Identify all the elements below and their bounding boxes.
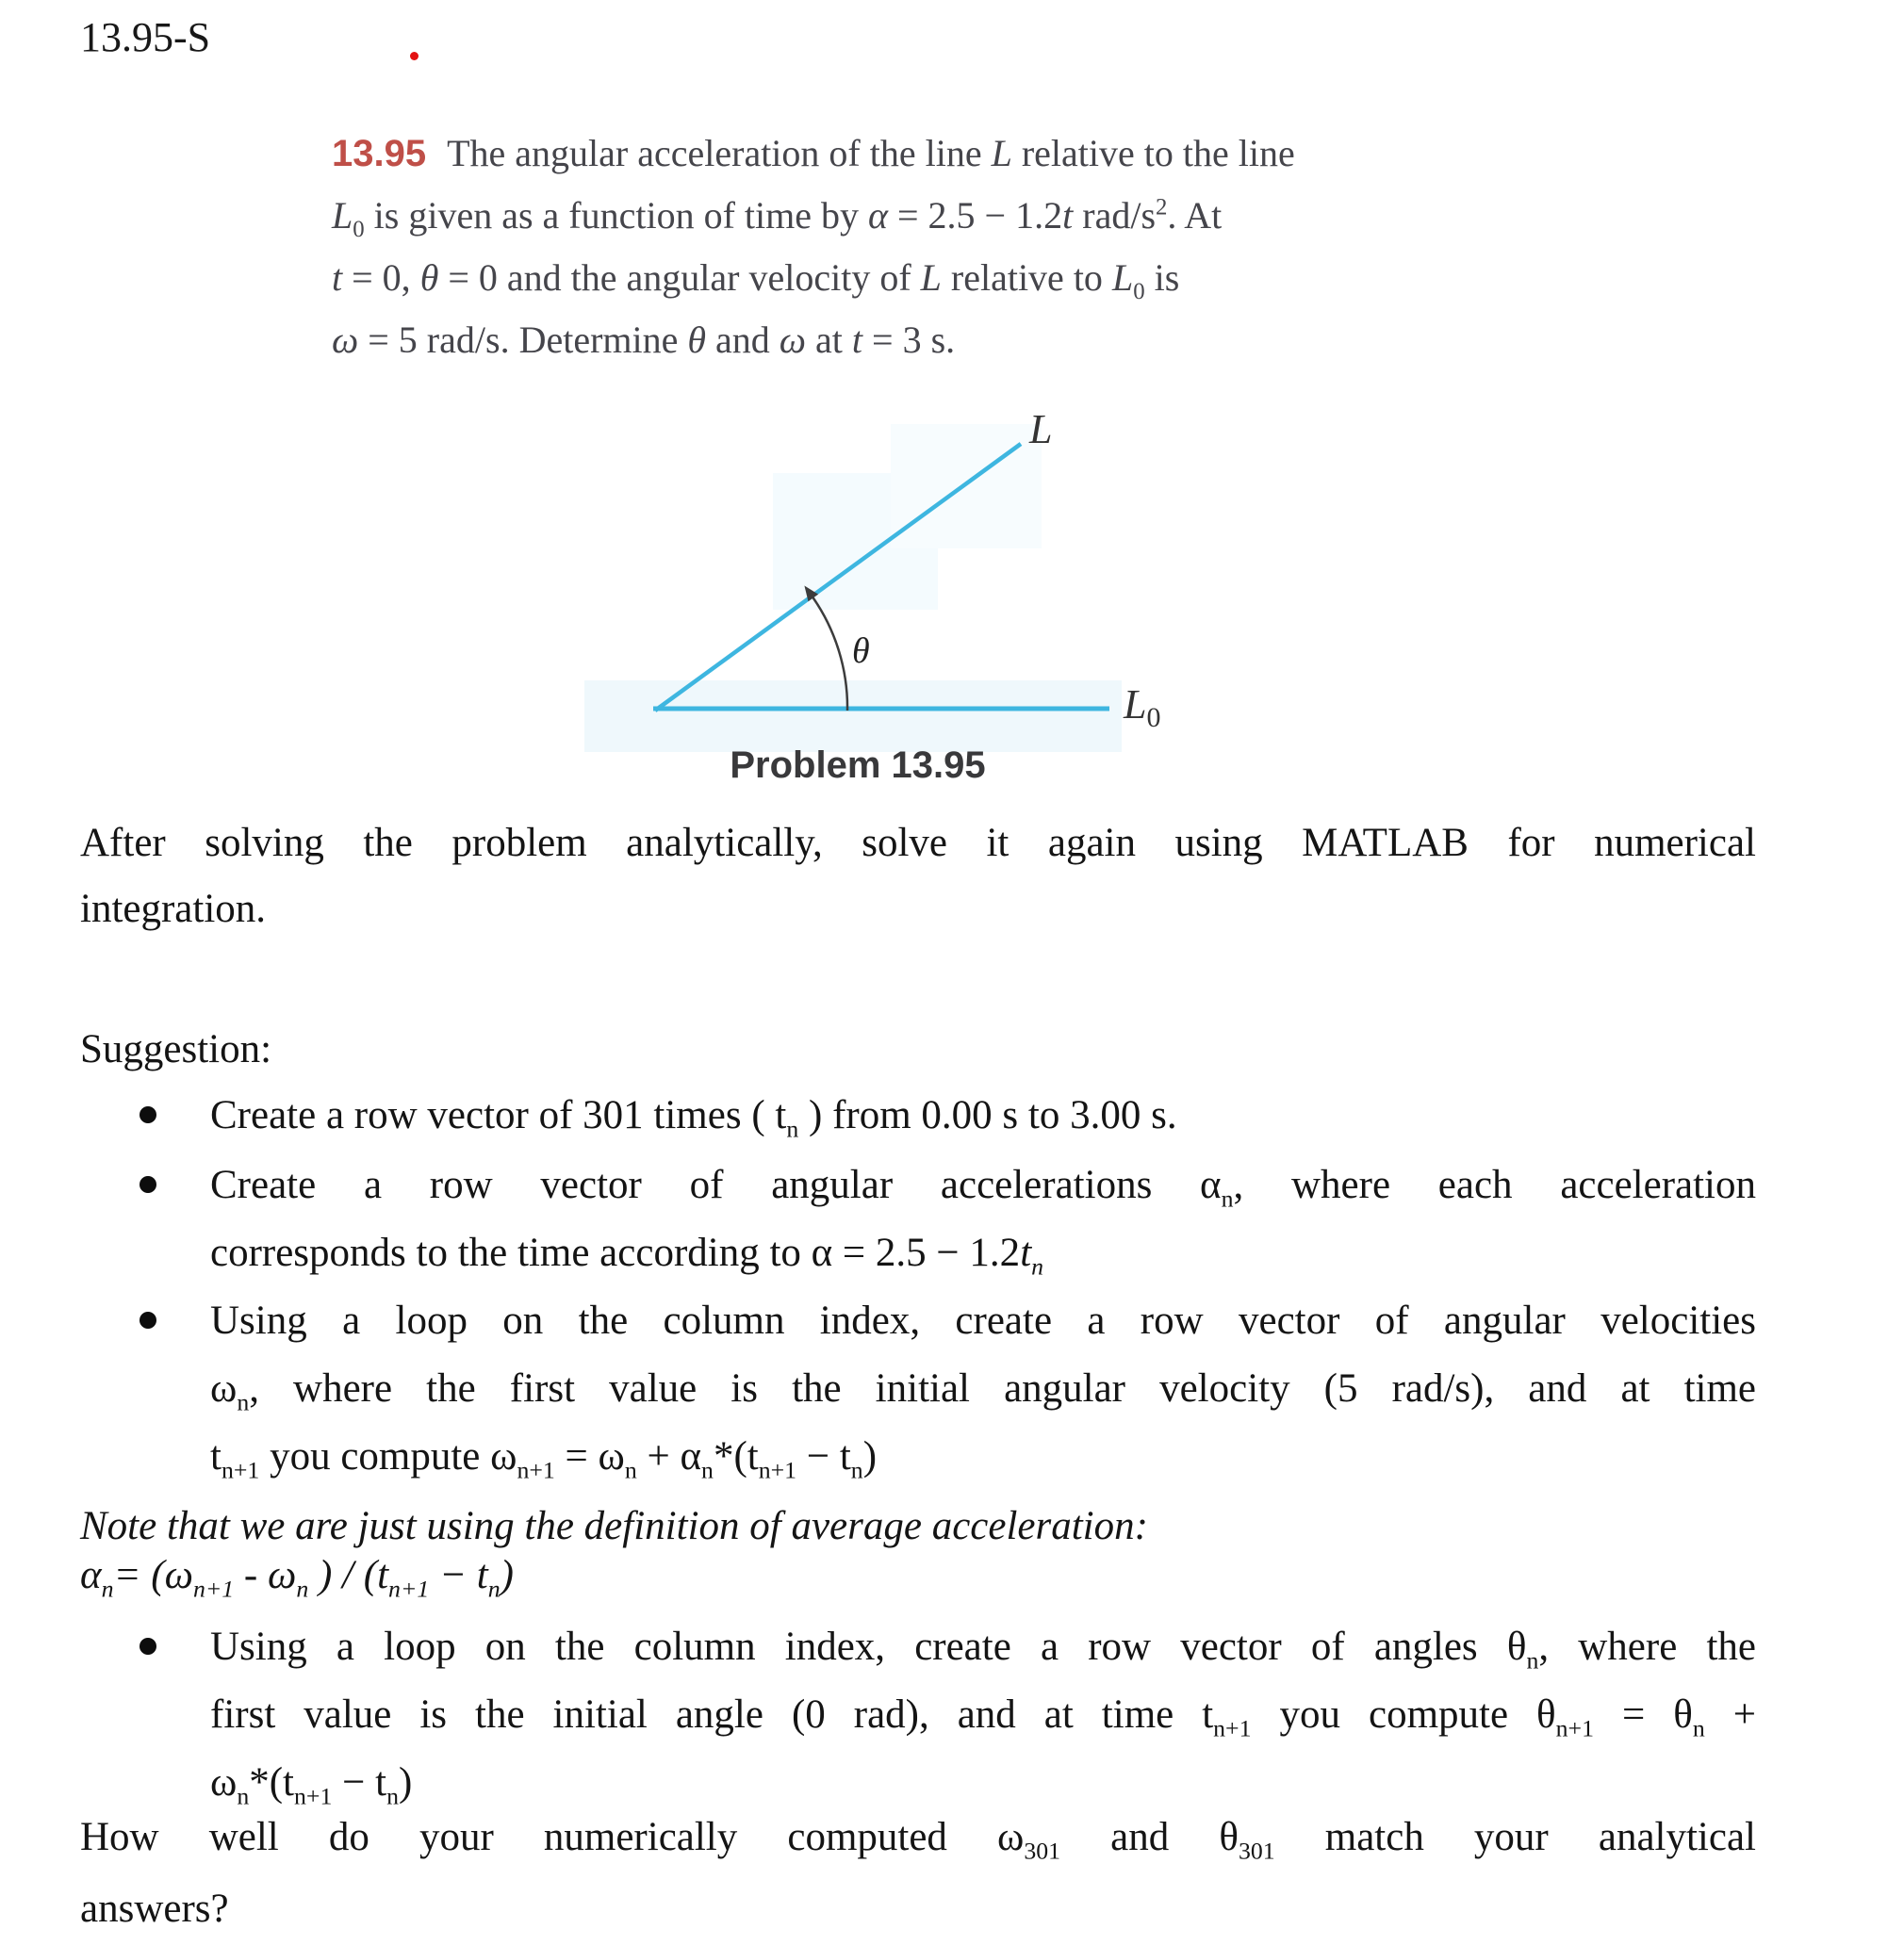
bullet-line: $t_{n+1}$ you compute $\omega_{n+1} = \omega_n + \alpha_n*(t_{n+1} - t_n)$ [210,1434,878,1484]
bullet-line: Create a row vector of angular accelerations $\alpha_n$, where each acceleration [210,1163,1756,1213]
closing-question-paragraph [80,1802,1756,1945]
scan-halo [584,680,1122,752]
bullet-line: Create a row vector of 301 times ( $t_n$ ) from 0.00 s to 3.00 s. [210,1093,1177,1143]
bullet-line: corresponds to the time according to $\alpha = 2.5 - 1.2t_n$ [210,1231,1044,1281]
suggestion-bullet-accelerations-vector [80,1152,1756,1287]
problem-statement-text: The angular acceleration of the line L relative to the line [447,132,1295,174]
angle-figure [584,388,1206,799]
problem-number: 13.95 [332,133,427,174]
figure-caption: Problem 13.95 [730,744,986,786]
bullet-line: $\omega_n*(t_{n+1} - t_n)$ [210,1760,413,1810]
after-solving-paragraph [80,810,1756,942]
problem-statement-line: t = 0, θ = 0 and the angular velocity of L relative to $L_0$ is [332,256,1180,304]
problem-statement-line: $L_0$ is given as a function of time by α = 2.5 − 1.2t rad/$s^2$. At [332,194,1223,242]
problem-statement [332,123,1576,371]
suggestion-bullet-angles-vector [80,1613,1756,1817]
figure-label-l0-subscript: 0 [1146,702,1161,733]
bullet-line: first value is the initial angle (0 rad), and at time $t_{n+1}$ you compute $\theta_{n+1} = \theta_n$ + [210,1692,1756,1742]
paragraph-line: answers? [80,1887,229,1931]
paragraph-line: integration. [80,887,267,931]
figure-label-theta: θ [852,631,870,671]
suggestion-label: Suggestion: [80,1027,272,1071]
paragraph-line: After solving the problem analytically, solve it again using MATLAB for numerical [80,821,1756,865]
bullet-line: Using a loop on the column index, create a row vector of angular velocities [210,1299,1756,1343]
average-acceleration-formula: $\alpha_n= (\omega_{n+1} - \omega_n$ ) / $(t_{n+1} - t_n)$ [80,1553,514,1603]
average-acceleration-note: Note that we are just using the definition of average acceleration: [80,1504,1148,1548]
suggestion-bullet-velocities-vector [80,1287,1756,1491]
page-header-label: 13.95-S [80,14,211,60]
figure-label-l0: $L_0$ [1124,681,1161,733]
suggestion-bullet-times-vector [80,1082,1756,1150]
bullet-line: $\omega_n$, where the first value is the initial angular velocity (5 rad/s), and at time [210,1366,1756,1416]
figure-label-l: L [1029,406,1053,452]
paragraph-line: How well do your numerically computed $\omega_{301}$ and $\theta_{301}$ match your analytical [80,1815,1756,1865]
problem-statement-line [332,123,1576,185]
red-annotation-dot [410,52,419,60]
problem-statement-line: ω = 5 rad/s. Determine θ and ω at t = 3 s. [332,319,956,361]
bullet-line: Using a loop on the column index, create a row vector of angles $\theta_n$, where the [210,1625,1756,1675]
